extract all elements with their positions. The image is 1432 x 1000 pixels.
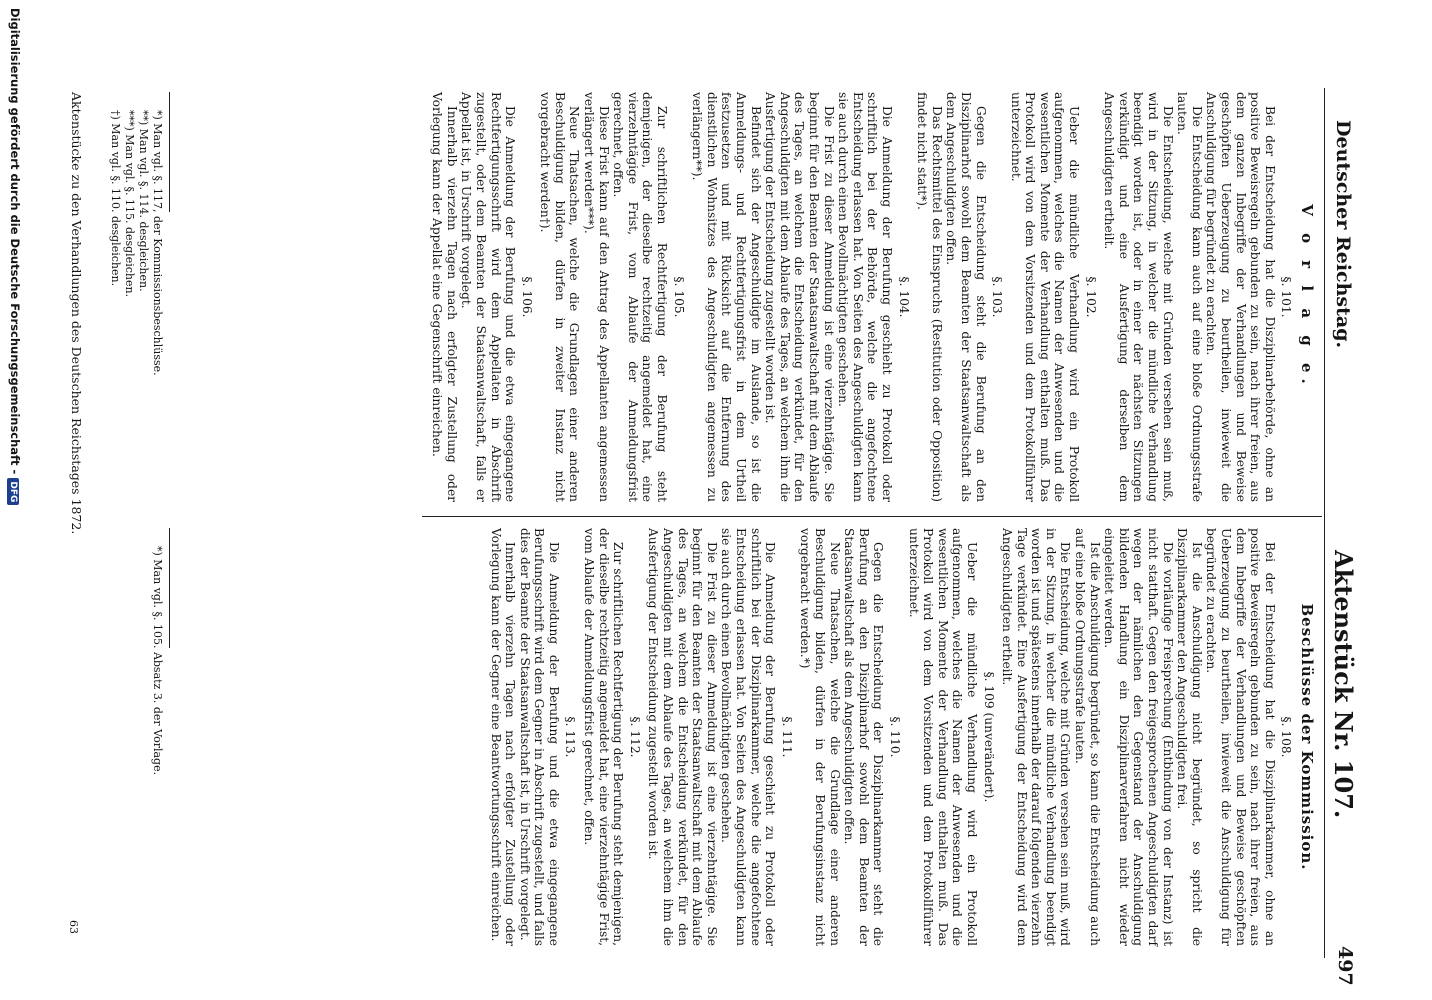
footer-source: Aktenstücke zu den Verhandlungen des Deutschen Reichstages 1872.	[69, 92, 84, 535]
footnote-right-text: *) Man vgl. §. 105. Absatz 3. der Vorlage.	[151, 546, 164, 776]
right-section-heading: §. 110.	[887, 716, 902, 758]
right-paragraph: Die Entscheidung, welche mit Gründen versehen sein muß, wird in der Sitzung, in welcher die mündliche Verhandlung beendigt worden ist und spätestens innerhalb der darauf folgenden vierzehn Tage verkündet. Eine Ausfertigung der Entscheidung wird dem Angeschuldigten ertheilt.	[1000, 528, 1073, 946]
dfg-logo: DFG	[7, 478, 19, 505]
left-section-heading: §. 105.	[671, 276, 686, 318]
footnotes-left	[108, 92, 164, 502]
header-right: Aktenstück Nr. 107.	[1329, 550, 1358, 819]
digitization-credit	[7, 8, 22, 505]
right-paragraph: Gegen die Entscheidung der Disziplinarkammer steht die Berufung an den Disziplinarhof sowohl dem Beamten der Staatsanwaltschaft als dem Angeschuldigten offen.	[842, 528, 886, 946]
right-paragraph: Zur schriftlichen Rechtfertigung der Berufung steht demjenigen, der dieselbe rechtzeitig angemeldet hat, eine vierzehntägige Frist, vom Ablaufe der Anmeldungsfrist gerechnet, offen.	[582, 528, 626, 946]
footnote-3: ***) Man vgl. §. 115. desgleichen.	[123, 110, 136, 298]
left-text-blocks	[430, 92, 1294, 502]
left-paragraph: Die Frist zu dieser Anmeldung ist eine vierzehntägige. Sie beginnt für den Beamten der Staatsanwaltschaft mit dem Ablaufe des Tages, an welchem die Entscheidung verkündet, für den Angeschuldigten mit dem Ablaufe des Tages, an welchem ihm die Ausfertigung der Entscheidung zugestellt worden ist.	[763, 92, 836, 502]
right-paragraph: Die Anmeldung der Berufung geschieht zu Protokoll oder schriftlich bei der Disziplinarkammer, welche die angefochtene Entscheidung erlassen hat. Von Seiten des Angeschuldigten kann sie auch durch einen Bevollmächtigten geschehen.	[719, 528, 778, 946]
right-section-heading: §. 108.	[1279, 716, 1294, 758]
left-paragraph: Die Anmeldung der Berufung geschieht zu Protokoll oder schriftlich bei der Behörde, welche die angefochtene Entscheidung erlassen hat. Von Seiten des Angeschuldigten kann sie auch durch einen Bevollmächtigten geschehen.	[836, 92, 894, 502]
column-vorlage	[430, 92, 1320, 502]
right-paragraph: Neue Thatsachen, welche die Grundlage einer anderen Beschuldigung bilden, dürfen in der Berufungsinstanz nicht vorgebracht werden.*)	[798, 528, 842, 946]
left-section-heading: §. 101.	[1279, 276, 1294, 318]
left-paragraph: Die Anmeldung der Berufung und die etwa eingegangene Rechtfertigungsschrift wird dem Appellaten in Abschrift zugestellt, oder dem Beamten der Staatsanwaltschaft, falls er Appellat ist, in Urschrift vorgelegt.	[459, 92, 518, 502]
right-paragraph: Ist die Anschuldigung begründet, so kann die Entscheidung auch auf eine bloße Ordnungsstrafe lauten.	[1073, 528, 1102, 946]
page-number: 497	[1334, 946, 1356, 986]
footnote-rule-left	[169, 92, 170, 212]
right-section-heading: §. 113.	[563, 716, 578, 758]
left-section-heading: §. 104.	[896, 276, 911, 318]
right-section-heading: §. 109 (unverändert).	[981, 671, 996, 803]
header-rule	[1324, 88, 1325, 958]
footnote-right	[150, 528, 164, 946]
footnote-4: †) Man vgl. §. 110. desgleichen.	[109, 110, 122, 287]
left-paragraph: Die Entscheidung kann auch auf eine bloße Ordnungsstrafe lauten.	[1175, 92, 1204, 502]
right-paragraph: Ist die Anschuldigung nicht begründet, so spricht die Disziplinarkammer den Angeschuldigten frei.	[1175, 528, 1204, 946]
right-paragraph: Bei der Entscheidung hat die Disziplinarkammer, ohne an positive Beweisregeln gebunden zu sein, nach ihrer freien, aus dem Inbegriffe der Verhandlungen und Beweise geschöpften Ueberzeugung zu beurtheilen, inwieweit die Anschuldigung für begründet zu erachten.	[1204, 528, 1277, 946]
left-section-heading: §. 103.	[990, 276, 1005, 318]
left-paragraph: Zur schriftlichen Rechtfertigung der Berufung steht demjenigen, der dieselbe rechtzeitig angemeldet hat, eine vierzehntägige Frist, vom Ablaufe der Anmeldungsfrist gerechnet, offen.	[611, 92, 670, 502]
credit-text: Digitalisierung gefördert durch die Deutsche Forschungsgemeinschaft -	[8, 8, 22, 475]
left-section-heading: §. 106.	[519, 276, 534, 318]
right-section-heading: §. 112.	[627, 716, 642, 758]
left-paragraph: Befindet sich der Angeschuldigte im Auslande, so ist die Anmeldungs- und Rechtfertigungsfrist in dem Urtheil festzusetzen und mit Rücksicht auf die Entfernung des dienstlichen Wohnsitzes des Angeschuldigten angemessen zu verlängern**).	[690, 92, 763, 502]
header-left: Deutscher Reichstag.	[1332, 120, 1354, 349]
right-paragraph: Die Frist zu dieser Anmeldung ist eine vierzehntägige. Sie beginnt für den Beamten der Staatsanwaltschaft mit dem Ablaufe des Tages, an welchem die Entscheidung verkündet, für den Angeschuldigten mit dem Ablaufe des Tages, an welchem ihm die Ausfertigung der Entscheidung zugestellt worden ist.	[646, 528, 719, 946]
left-paragraph: Gegen die Entscheidung steht die Berufung an den Disziplinarhof sowohl dem Beamten der Staatsanwaltschaft als dem Angeschuldigten offen.	[944, 92, 988, 502]
right-paragraph: Innerhalb vierzehn Tagen nach erfolgter Zustellung oder Vorlegung kann der Gegner eine Beantwortungsschrift einreichen.	[488, 528, 518, 946]
column-title-kommission: Beschlüsse der Kommission.	[1298, 603, 1316, 871]
left-paragraph: Das Rechtsmittel des Einspruchs (Restitution oder Opposition) findet nicht statt*).	[915, 92, 944, 502]
right-paragraph: Ueber die mündliche Verhandlung wird ein Protokoll aufgenommen, welches die Namen der Anwesenden und die wesentlichen Momente der Verhandlung enthalten muß. Das Protokoll wird von dem Vorsitzenden und dem Protokollführer unterzeichnet.	[906, 528, 979, 946]
sheet-number: 63	[67, 920, 80, 934]
footnote-rule-right	[169, 528, 170, 648]
left-paragraph: Bei der Entscheidung hat die Disziplinarbehörde, ohne an positive Beweisregeln gebunden zu sein, nach ihrer freien, aus dem ganzen Inbegriffe der Verhandlungen und Beweise geschöpften Ueberzeugung zu beurtheilen, inwieweit die Anschuldigung für begründet zu erachten.	[1204, 92, 1277, 502]
footnote-1: *) Man vgl. §. 117, der Kommissionsbeschlüsse.	[151, 110, 164, 376]
left-paragraph: Innerhalb vierzehn Tagen nach erfolgter Zustellung oder Vorlegung kann der Appellat eine Gegenschrift einreichen.	[430, 92, 459, 502]
footnote-2: **) Man vgl. §. 114. desgleichen.	[137, 110, 150, 292]
column-title-vorlage: V o r l a g e.	[1298, 204, 1316, 390]
left-paragraph: Diese Frist kann auf den Antrag des Appellanten angemessen verlängert werden***).	[582, 92, 611, 502]
left-section-heading: §. 102.	[1083, 276, 1098, 318]
left-paragraph: Neue Thatsachen, welche die Grundlagen einer anderen Beschuldigung bilden, dürfen in zweiter Instanz nicht vorgebracht werden†).	[538, 92, 582, 502]
right-paragraph: Die Anmeldung der Berufung und die etwa eingegangene Berufungsschrift wird dem Gegner in Abschrift zugestellt, und falls dies der Beamte der Staatsanwaltschaft ist, in Urschrift vorgelegt.	[517, 528, 561, 946]
column-kommission	[488, 528, 1320, 946]
column-divider	[422, 516, 1322, 517]
right-section-heading: §. 111.	[779, 716, 794, 758]
left-paragraph: Die Entscheidung, welche mit Gründen versehen sein muß, wird in der Sitzung, in welcher die mündliche Verhandlung beendigt worden ist, oder in einer der nächsten Sitzungen verkündigt und eine Ausfertigung derselben dem Angeschuldigten ertheilt.	[1102, 92, 1175, 502]
right-text-blocks	[488, 528, 1293, 946]
right-paragraph: Die vorläufige Freisprechung (Entbindung von der Instanz) ist nicht statthaft. Gegen den freigesprochenen Angeschuldigten darf wegen der nämlichen den Gegenstand der Anschuldigung bildenden Handlung ein Disziplinarverfahren nicht wieder eingeleitet werden.	[1102, 528, 1175, 946]
left-paragraph: Ueber die mündliche Verhandlung wird ein Protokoll aufgenommen, welches die Namen der Anwesenden und die wesentlichen Momente der Verhandlung enthalten muß. Das Protokoll wird von dem Vorsitzenden und dem Protokollführer unterzeichnet.	[1008, 92, 1082, 502]
